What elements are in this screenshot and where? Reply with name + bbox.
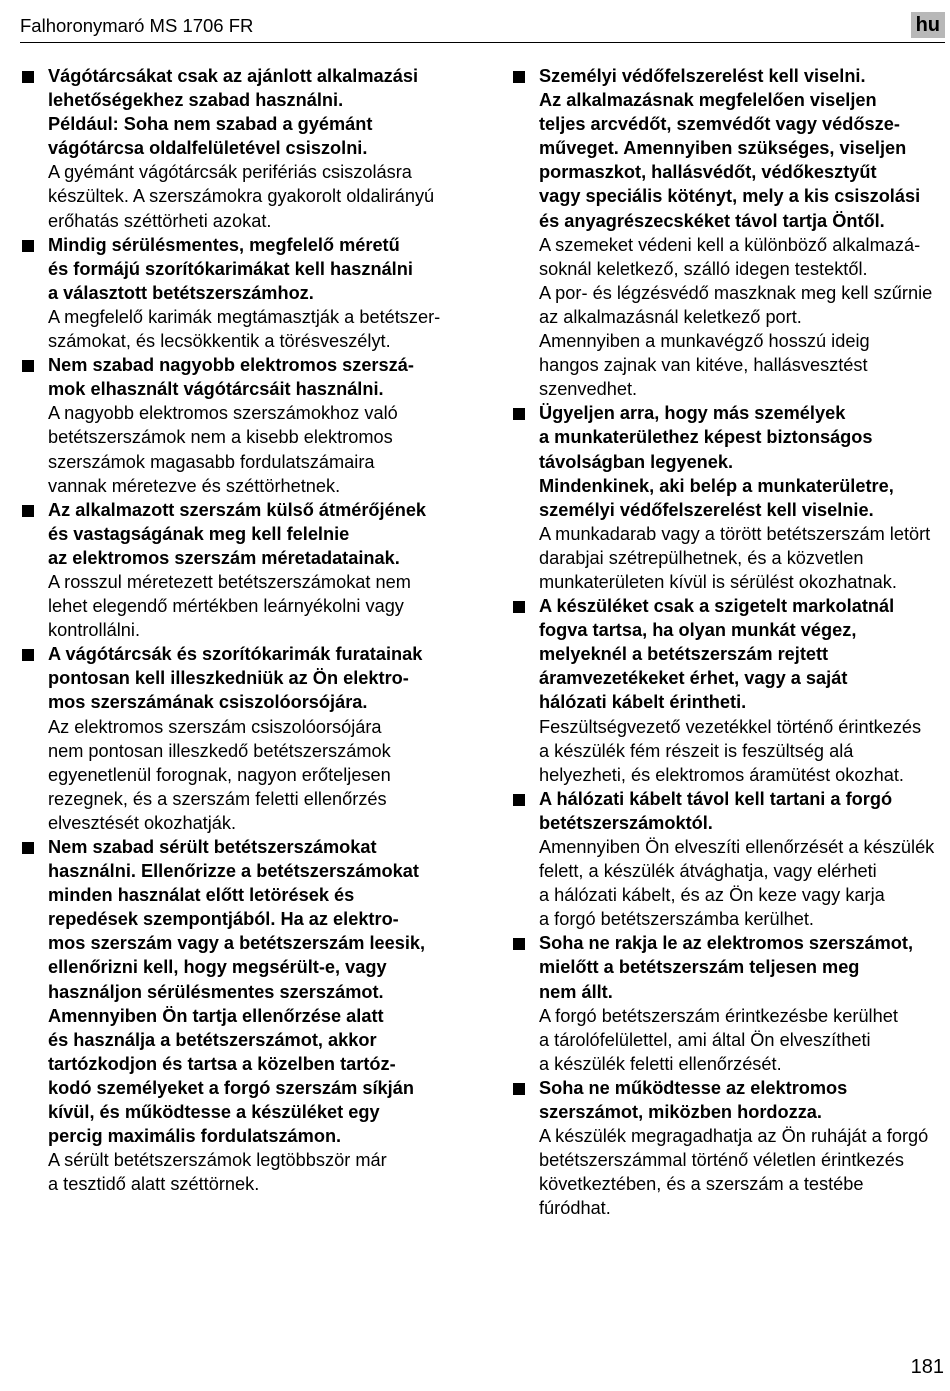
left-column	[22, 64, 462, 1196]
safety-item	[22, 835, 462, 1196]
square-bullet-icon	[22, 842, 34, 854]
safety-item-text: Feszültségvezető vezetékkel történő érintkezés a készülék fém részeit is feszültség alá helyezheti, és elektromos áramütést okozhat.	[539, 716, 922, 785]
safety-item-heading: Személyi védőfelszerelést kell viselni. Az alkalmazásnak megfelelően viseljen teljes arcvédőt, szemvédőt vagy védősze- műveget. Amennyiben szükséges, viseljen pormaszkot, hallásvédőt, védőkesztyűt vagy speciális kötényt, mely a kis csiszolási és anyagrészecskéket távol tartja Öntől.	[539, 66, 921, 231]
safety-item	[513, 64, 945, 401]
square-bullet-icon	[22, 240, 34, 252]
safety-item	[513, 1076, 945, 1221]
safety-item	[22, 642, 462, 835]
safety-item-heading: Nem szabad sérült betétszerszámokat használni. Ellenőrizze a betétszerszámokat minden használat előtt letörések és repedések szempontjából. Ha az elektro- mos szerszám vagy a betétszerszám leesik, ellenőrizni kell, hogy megsérült-e, vagy használjon sérülésmentes szerszámot. Amennyiben Ön tartja ellenőrzése alatt és használja a betétszerszámot, akkor tartózkodjon és tartsa a közelben tartóz- kodó személyeket a forgó szerszám síkján kívül, és működtesse a készüléket egy percig maximális fordulatszámon.	[48, 837, 426, 1147]
safety-item	[513, 931, 945, 1076]
safety-item-heading: A készüléket csak a szigetelt markolatnál fogva tartsa, ha olyan munkát végez, melyeknél a betétszerszám rejtett áramvezetékeket érhet, vagy a saját hálózati kábelt érintheti.	[539, 596, 895, 713]
square-bullet-icon	[22, 71, 34, 83]
safety-item	[513, 401, 945, 594]
safety-item-text: A készülék megragadhatja az Ön ruháját a forgó betétszerszámmal történő véletlen érintkezés következtében, és a szerszám a testébe fúródhat.	[539, 1126, 929, 1219]
square-bullet-icon	[22, 505, 34, 517]
safety-item-text: Az elektromos szerszám csiszolóorsójára nem pontosan illeszkedő betétszerszámok egyenetlenül forognak, nagyon erőteljesen rezegnek, és a szerszám feletti ellenőrzés elvesztését okozhatják.	[48, 716, 391, 833]
right-column	[513, 64, 945, 1221]
safety-item-text: Amennyiben Ön elveszíti ellenőrzését a készülék felett, a készülék átvághatja, vagy elérheti a hálózati kábelt, és az Ön keze vagy karja a forgó betétszerszámba kerülhet.	[539, 837, 935, 930]
square-bullet-icon	[22, 649, 34, 661]
language-badge: hu	[911, 12, 945, 38]
square-bullet-icon	[513, 794, 525, 806]
safety-item	[513, 594, 945, 787]
square-bullet-icon	[22, 360, 34, 372]
safety-item-heading: Az alkalmazott szerszám külső átmérőjének és vastagságának meg kell felelnie az elektromos szerszám méretadatainak.	[48, 499, 427, 568]
square-bullet-icon	[513, 1083, 525, 1095]
safety-item-text: A szemeket védeni kell a különböző alkalmazá- soknál keletkező, szálló idegen testektől. A por- és légzésvédő maszknak meg kell szűrnie az alkalmazásnál keletkező port. Amennyiben a munkavégző hosszú ideig hangos zajnak van kitéve, hallásvesztést szenvedhet.	[539, 234, 933, 400]
safety-item	[22, 64, 462, 233]
page-header	[20, 12, 945, 43]
safety-item-heading: Soha ne rakja le az elektromos szerszámot, mielőtt a betétszerszám teljesen meg nem állt.	[539, 933, 914, 1002]
page-number: 181	[910, 1356, 944, 1378]
safety-item	[513, 787, 945, 932]
safety-item-text: A munkadarab vagy a törött betétszerszám letört darabjai szétrepülhetnek, és a közvetlen munkaterületen kívül is sérülést okozhatnak.	[539, 523, 931, 592]
square-bullet-icon	[513, 71, 525, 83]
square-bullet-icon	[513, 601, 525, 613]
safety-item-heading: Vágótárcsákat csak az ajánlott alkalmazási lehetőségekhez szabad használni. Például: Soha nem szabad a gyémánt vágótárcsa oldalfelületével csiszolni.	[48, 66, 419, 159]
document-title: Falhoronymaró MS 1706 FR	[20, 15, 254, 36]
safety-item-heading: A vágótárcsák és szorítókarimák furatainak pontosan kell illeszkedniük az Ön elektro- mos szerszámának csiszolóorsójára.	[48, 644, 423, 713]
safety-item-text: A gyémánt vágótárcsák perifériás csiszolásra készültek. A szerszámokra gyakorolt oldalirányú erőhatás széttörheti azokat.	[48, 162, 435, 231]
safety-item-heading: Ügyeljen arra, hogy más személyek a munkaterülethez képest biztonságos távolságban legyenek. Mindenkinek, aki belép a munkaterületre, személyi védőfelszerelést kell viselnie.	[539, 403, 894, 520]
square-bullet-icon	[513, 938, 525, 950]
safety-item	[22, 498, 462, 643]
safety-item-heading: A hálózati kábelt távol kell tartani a forgó betétszerszámoktól.	[539, 788, 893, 833]
safety-item-text: A megfelelő karimák megtámasztják a betétszer- számokat, és lecsökkentik a törésveszélyt.	[48, 306, 441, 352]
safety-item-text: A sérült betétszerszámok legtöbbször már a tesztidő alatt széttörnek.	[48, 1150, 387, 1195]
safety-item-text: A forgó betétszerszám érintkezésbe kerülhet a tárolófelülettel, ami által Ön elveszítheti a készülék feletti ellenőrzését.	[539, 1005, 898, 1074]
safety-item	[22, 233, 462, 353]
square-bullet-icon	[513, 408, 525, 420]
safety-item-heading: Nem szabad nagyobb elektromos szerszá- mok elhasznált vágótárcsáit használni.	[48, 355, 414, 400]
safety-item	[22, 353, 462, 498]
safety-item-heading: Soha ne működtesse az elektromos szerszámot, miközben hordozza.	[539, 1077, 848, 1123]
safety-item-text: A rosszul méretezett betétszerszámokat nem lehet elegendő mértékben leárnyékolni vagy kontrollálni.	[48, 571, 411, 641]
safety-item-heading: Mindig sérülésmentes, megfelelő méretű és formájú szorítókarimákat kell használni a választott betétszerszámhoz.	[48, 234, 413, 303]
safety-item-text: A nagyobb elektromos szerszámokhoz való betétszerszámok nem a kisebb elektromos szerszámok magasabb fordulatszámaira vannak méretezve és széttörhetnek.	[48, 403, 398, 496]
